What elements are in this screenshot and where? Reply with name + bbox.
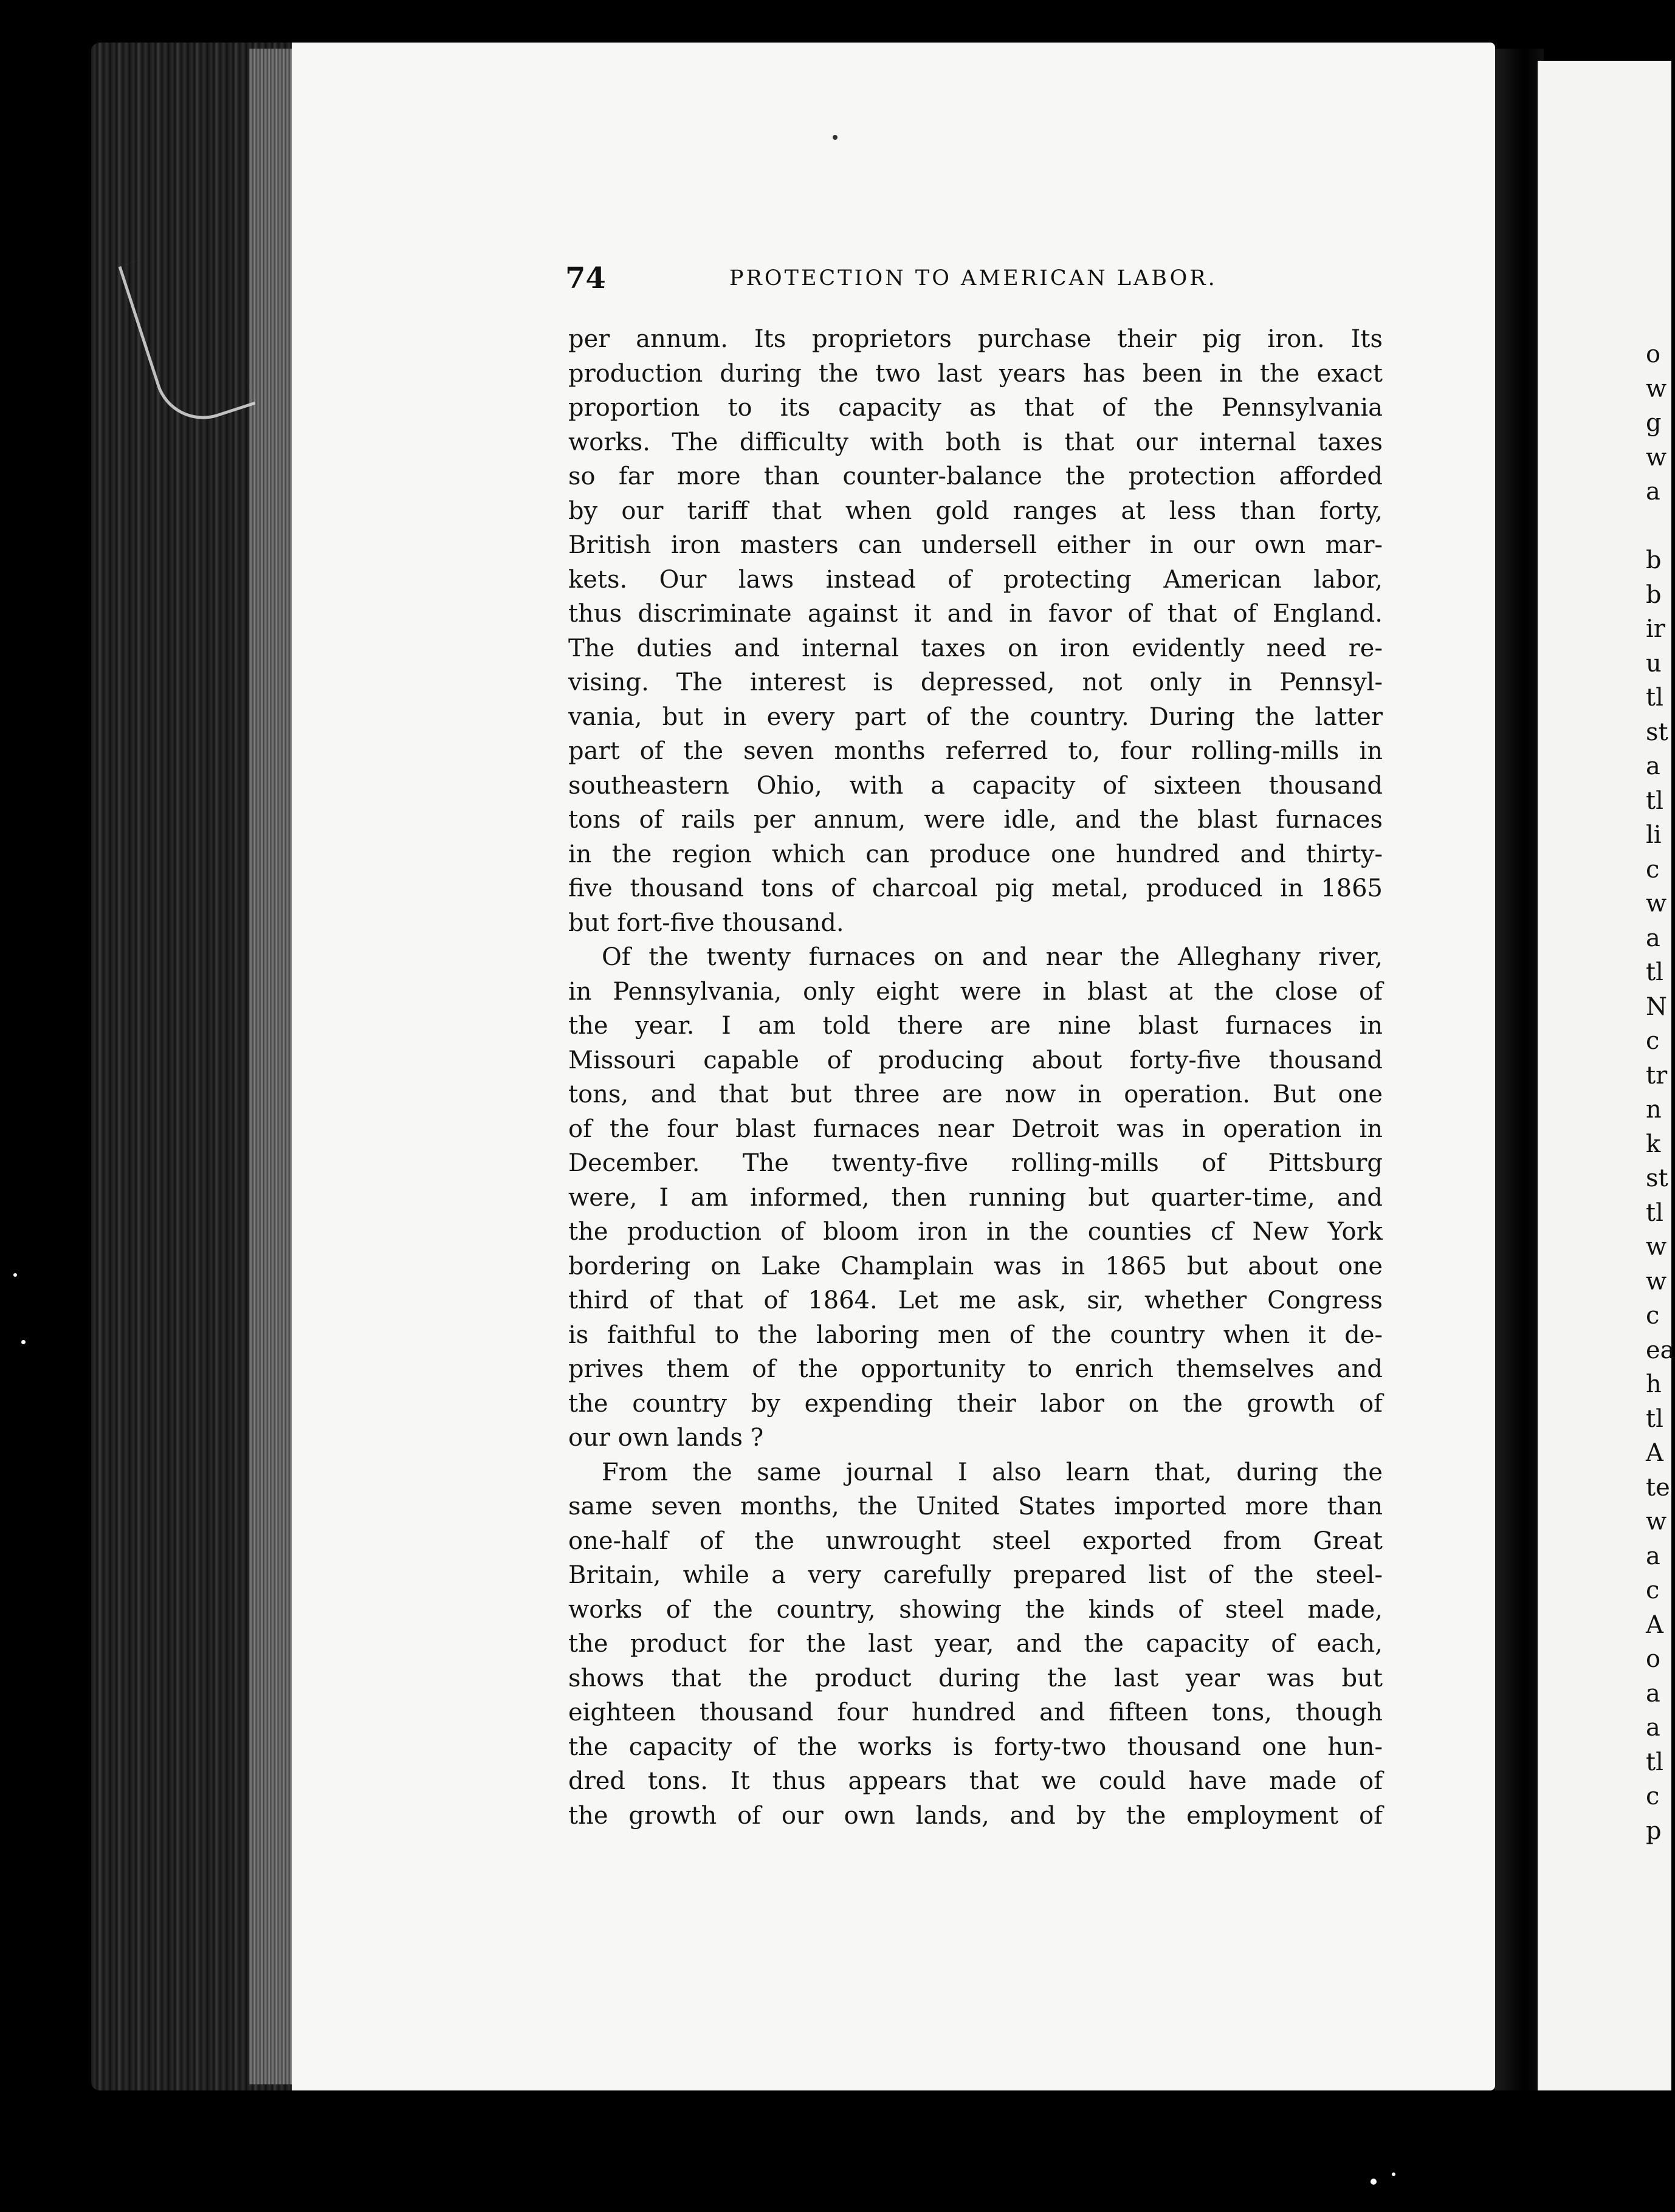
facing-page-fragment: w <box>1646 443 1667 472</box>
running-head <box>565 261 1386 298</box>
facing-page-fragment: A <box>1646 1439 1663 1467</box>
facing-page-fragment: A <box>1646 1610 1663 1639</box>
facing-page-fragment: ir <box>1646 615 1665 643</box>
facing-page-fragment: c <box>1646 1782 1660 1810</box>
facing-page-fragment: b <box>1646 546 1662 574</box>
dust-speck <box>833 135 838 140</box>
facing-page-text <box>1646 337 1675 1848</box>
facing-page-fragment: o <box>1646 1645 1661 1673</box>
facing-page-fragment: n <box>1646 1096 1662 1124</box>
dust-speck <box>13 1273 17 1277</box>
text-line: works. The difficulty with both is that our internal taxes <box>568 428 1383 456</box>
facing-page-fragment: a <box>1646 752 1660 780</box>
facing-page-fragment: tl <box>1646 1404 1663 1433</box>
text-line: dred tons. It thus appears that we could have made of <box>568 1767 1383 1795</box>
text-line: prives them of the opportunity to enrich themselves and <box>568 1355 1383 1383</box>
text-line: works of the country, showing the kinds of steel made, <box>568 1595 1383 1624</box>
facing-page-fragment: w <box>1646 1267 1667 1296</box>
facing-page-fragment: tl <box>1646 684 1663 712</box>
text-line: Of the twenty furnaces on and near the Alleghany river, <box>602 943 1383 971</box>
text-line: by our tariff that when gold ranges at less than forty, <box>568 496 1383 525</box>
body-text <box>568 322 1383 1833</box>
text-line: of the four blast furnaces near Detroit was in operation in <box>568 1115 1383 1143</box>
text-line: per annum. Its proprietors purchase their pig iron. Its <box>568 325 1383 353</box>
facing-page-fragment: st <box>1646 718 1668 746</box>
facing-page-fragment: tl <box>1646 1748 1663 1776</box>
facing-page-fragment: a <box>1646 924 1660 952</box>
text-line: From the same journal I also learn that, during the <box>602 1458 1383 1486</box>
dust-speck <box>21 1340 26 1344</box>
facing-page-fragment: tl <box>1646 1198 1663 1227</box>
text-line: is faithful to the laboring men of the country when it de- <box>568 1321 1383 1349</box>
text-line: Britain, while a very carefully prepared list of the steel- <box>568 1561 1383 1589</box>
text-line: but fort-five thousand. <box>568 908 844 937</box>
book-page-edges-highlight <box>249 49 292 2084</box>
text-line: eighteen thousand four hundred and fifteen tons, though <box>568 1698 1383 1726</box>
text-line: bordering on Lake Champlain was in 1865 but about one <box>568 1252 1383 1280</box>
text-line: The duties and internal taxes on iron evidently need re- <box>568 634 1383 662</box>
dust-speck <box>1371 2179 1377 2185</box>
text-line: in the region which can produce one hundred and thirty- <box>568 840 1383 868</box>
facing-page-fragment: st <box>1646 1164 1668 1192</box>
text-line: Missouri capable of producing about forty-five thousand <box>568 1046 1383 1074</box>
text-line: vania, but in every part of the country. During the latter <box>568 702 1383 731</box>
text-line: in Pennsylvania, only eight were in blast at the close of <box>568 977 1383 1006</box>
facing-page-fragment: a <box>1646 1542 1660 1570</box>
text-line: tons of rails per annum, were idle, and the blast furnaces <box>568 806 1383 834</box>
text-line: the capacity of the works is forty-two thousand one hun- <box>568 1733 1383 1761</box>
facing-page-fragment: b <box>1646 580 1662 609</box>
facing-page-fragment: a <box>1646 1714 1660 1742</box>
text-line: the product for the last year, and the capacity of each, <box>568 1630 1383 1658</box>
facing-page-fragment <box>1646 509 1670 544</box>
text-line: proportion to its capacity as that of the Pennsylvania <box>568 394 1383 422</box>
text-line: our own lands ? <box>568 1424 764 1452</box>
facing-page-fragment: c <box>1646 1027 1660 1055</box>
facing-page-fragment: o <box>1646 340 1661 368</box>
facing-page-fragment: w <box>1646 890 1667 918</box>
facing-page-fragment: w <box>1646 1233 1667 1261</box>
text-line: same seven months, the United States imported more than <box>568 1492 1383 1520</box>
text-line: the production of bloom iron in the counties cf New York <box>568 1218 1383 1246</box>
text-line: production during the two last years has been in the exact <box>568 359 1383 388</box>
text-line: British iron masters can undersell either in our own mar- <box>568 531 1383 559</box>
facing-page-fragment: a <box>1646 1679 1660 1708</box>
gutter-shadow <box>1495 49 1544 2090</box>
page-number: 74 <box>565 261 606 295</box>
facing-page-fragment: w <box>1646 374 1667 403</box>
text-line: December. The twenty-five rolling-mills of Pittsburg <box>568 1149 1383 1177</box>
dust-speck <box>1392 2172 1395 2176</box>
text-line: one-half of the unwrought steel exported from Great <box>568 1527 1383 1555</box>
text-line: shows that the product during the last year was but <box>568 1664 1383 1692</box>
text-line: part of the seven months referred to, four rolling-mills in <box>568 737 1383 765</box>
text-line: thus discriminate against it and in favor of that of England. <box>568 600 1383 628</box>
text-line: five thousand tons of charcoal pig metal, produced in 1865 <box>568 874 1383 902</box>
facing-page-fragment: u <box>1646 649 1662 678</box>
text-line: the country by expending their labor on the growth of <box>568 1389 1383 1418</box>
facing-page-fragment: li <box>1646 821 1662 849</box>
text-line: the year. I am told there are nine blast furnaces in <box>568 1012 1383 1040</box>
text-line: vising. The interest is depressed, not only in Pennsyl- <box>568 668 1383 696</box>
facing-page-fragment: c <box>1646 1302 1660 1330</box>
facing-page-fragment: tr <box>1646 1061 1668 1090</box>
facing-page-fragment: p <box>1646 1816 1662 1845</box>
facing-page-fragment: tl <box>1646 958 1663 986</box>
facing-page-fragment: a <box>1646 478 1660 506</box>
text-line: third of that of 1864. Let me ask, sir, whether Congress <box>568 1286 1383 1314</box>
facing-page-fragment: c <box>1646 855 1660 884</box>
text-line: tons, and that but three are now in operation. But one <box>568 1080 1383 1108</box>
running-title: PROTECTION TO AMERICAN LABOR. <box>729 266 1217 290</box>
text-line: the growth of our own lands, and by the employment of <box>568 1801 1383 1830</box>
text-line: were, I am informed, then running but quarter-time, and <box>568 1183 1383 1212</box>
text-line: so far more than counter-balance the protection afforded <box>568 462 1383 490</box>
facing-page-fragment: N <box>1646 992 1667 1021</box>
facing-page-fragment: c <box>1646 1576 1660 1604</box>
text-line: southeastern Ohio, with a capacity of sixteen thousand <box>568 771 1383 800</box>
facing-page-fragment: w <box>1646 1508 1667 1536</box>
facing-page-fragment: tl <box>1646 786 1663 815</box>
facing-page-fragment: g <box>1646 409 1662 437</box>
facing-page-fragment: k <box>1646 1130 1661 1158</box>
facing-page-fragment: te <box>1646 1473 1670 1502</box>
text-line: kets. Our laws instead of protecting American labor, <box>568 565 1383 594</box>
facing-page-fragment: h <box>1646 1370 1662 1398</box>
facing-page-fragment: ea <box>1646 1336 1675 1364</box>
